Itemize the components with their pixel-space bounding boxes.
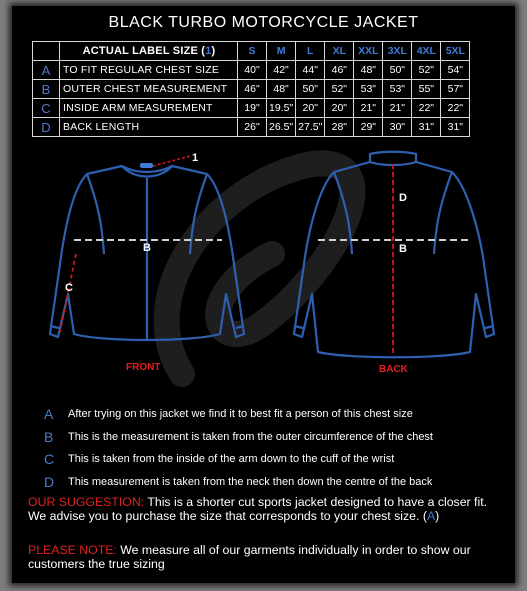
table-cell: 48"	[267, 80, 296, 99]
label-pointer	[153, 156, 190, 166]
legend-key: B	[44, 428, 54, 445]
table-cell: 28"	[325, 118, 354, 137]
page-title: BLACK TURBO MOTORCYCLE JACKET	[108, 14, 419, 31]
table-cell: 22"	[412, 99, 441, 118]
table-cell: 52"	[412, 61, 441, 80]
front-label: FRONT	[126, 362, 161, 373]
table-cell: 46"	[238, 80, 267, 99]
size-header: M	[267, 42, 296, 61]
table-cell: 26.5"	[267, 118, 296, 137]
watermark-swirl	[167, 163, 353, 374]
label-tab	[140, 163, 153, 168]
legend-text: This is taken from the inside of the arm down to the cuff of the wrist	[68, 453, 395, 465]
table-row	[33, 99, 470, 118]
please-note	[28, 543, 506, 571]
row-letter: D	[33, 118, 60, 137]
size-header: L	[296, 42, 325, 61]
table-cell: 31"	[412, 118, 441, 137]
header-corner	[33, 42, 60, 61]
table-cell: 48"	[354, 61, 383, 80]
table-cell: 19"	[238, 99, 267, 118]
size-table-header	[33, 42, 470, 61]
table-cell: 44"	[296, 61, 325, 80]
legend-key: C	[44, 451, 55, 467]
row-letter: A	[33, 61, 60, 80]
table-cell: 19.5"	[267, 99, 296, 118]
marker-1: 1	[192, 152, 199, 164]
marker-d: D	[399, 192, 407, 204]
legend-item	[40, 451, 500, 474]
marker-c: C	[65, 282, 73, 294]
suggestion-text: This is a shorter cut sports jacket designed to have a closer fit. We advise you to purchase the size that corresponds to your chest size. (	[28, 495, 488, 523]
table-cell: 50"	[296, 80, 325, 99]
marker-b-front: B	[143, 242, 151, 254]
table-cell: 21"	[383, 99, 412, 118]
table-cell: 27.5"	[296, 118, 325, 137]
legend-item	[40, 474, 500, 497]
header-label: ACTUAL LABEL SIZE (1)	[60, 42, 238, 61]
legend-item	[40, 406, 500, 429]
table-cell: 54"	[441, 61, 470, 80]
table-cell: 52"	[325, 80, 354, 99]
legend-list	[40, 406, 500, 496]
size-header: S	[238, 42, 267, 61]
size-guide-panel	[12, 6, 515, 583]
table-cell: 30"	[383, 118, 412, 137]
size-table	[32, 41, 470, 137]
legend-text: This is the measurement is taken from the outer circumference of the chest	[68, 430, 433, 443]
size-header: 4XL	[412, 42, 441, 61]
table-cell: 29"	[354, 118, 383, 137]
size-header: XL	[325, 42, 354, 61]
table-cell: 21"	[354, 99, 383, 118]
please-note-label: PLEASE NOTE:	[28, 543, 117, 557]
table-cell: 31"	[441, 118, 470, 137]
suggestion-ref: A	[426, 509, 436, 523]
table-cell: 42"	[267, 61, 296, 80]
row-label: BACK LENGTH	[60, 118, 238, 137]
table-cell: 50"	[383, 61, 412, 80]
size-header: 5XL	[441, 42, 470, 61]
back-label: BACK	[379, 364, 408, 375]
table-row	[33, 61, 470, 80]
table-cell: 55"	[412, 80, 441, 99]
legend-text: This measurement is taken from the neck then down the centre of the back	[68, 475, 433, 488]
row-letter: B	[33, 80, 60, 99]
please-note-text: We measure all of our garments individually in order to show our customers the true sizing	[28, 543, 471, 571]
table-cell: 53"	[354, 80, 383, 99]
table-cell: 53"	[383, 80, 412, 99]
table-cell: 26"	[238, 118, 267, 137]
row-label: OUTER CHEST MEASUREMENT	[60, 80, 238, 99]
table-cell: 46"	[325, 61, 354, 80]
table-row	[33, 80, 470, 99]
table-cell: 20"	[325, 99, 354, 118]
table-cell: 22"	[441, 99, 470, 118]
row-letter: C	[33, 99, 60, 118]
table-cell: 57"	[441, 80, 470, 99]
marker-b-back: B	[399, 243, 407, 255]
legend-key: D	[44, 473, 55, 490]
legend-key: A	[44, 406, 54, 422]
table-cell: 20"	[296, 99, 325, 118]
suggestion-label: OUR SUGGESTION:	[28, 495, 145, 509]
jacket-diagram	[12, 144, 515, 394]
row-label: TO FIT REGULAR CHEST SIZE	[60, 61, 238, 80]
size-header: XXL	[354, 42, 383, 61]
legend-item	[40, 429, 500, 452]
row-label: INSIDE ARM MEASUREMENT	[60, 99, 238, 118]
table-cell: 40"	[238, 61, 267, 80]
size-header: 3XL	[383, 42, 412, 61]
table-row	[33, 118, 470, 137]
legend-text: After trying on this jacket we find it to best fit a person of this chest size	[68, 408, 413, 420]
suggestion-note: OUR SUGGESTION: This is a shorter cut sports jacket designed to have a closer fit. We advise you to purchase the size that corresponds to your chest size. (A)	[28, 495, 488, 523]
